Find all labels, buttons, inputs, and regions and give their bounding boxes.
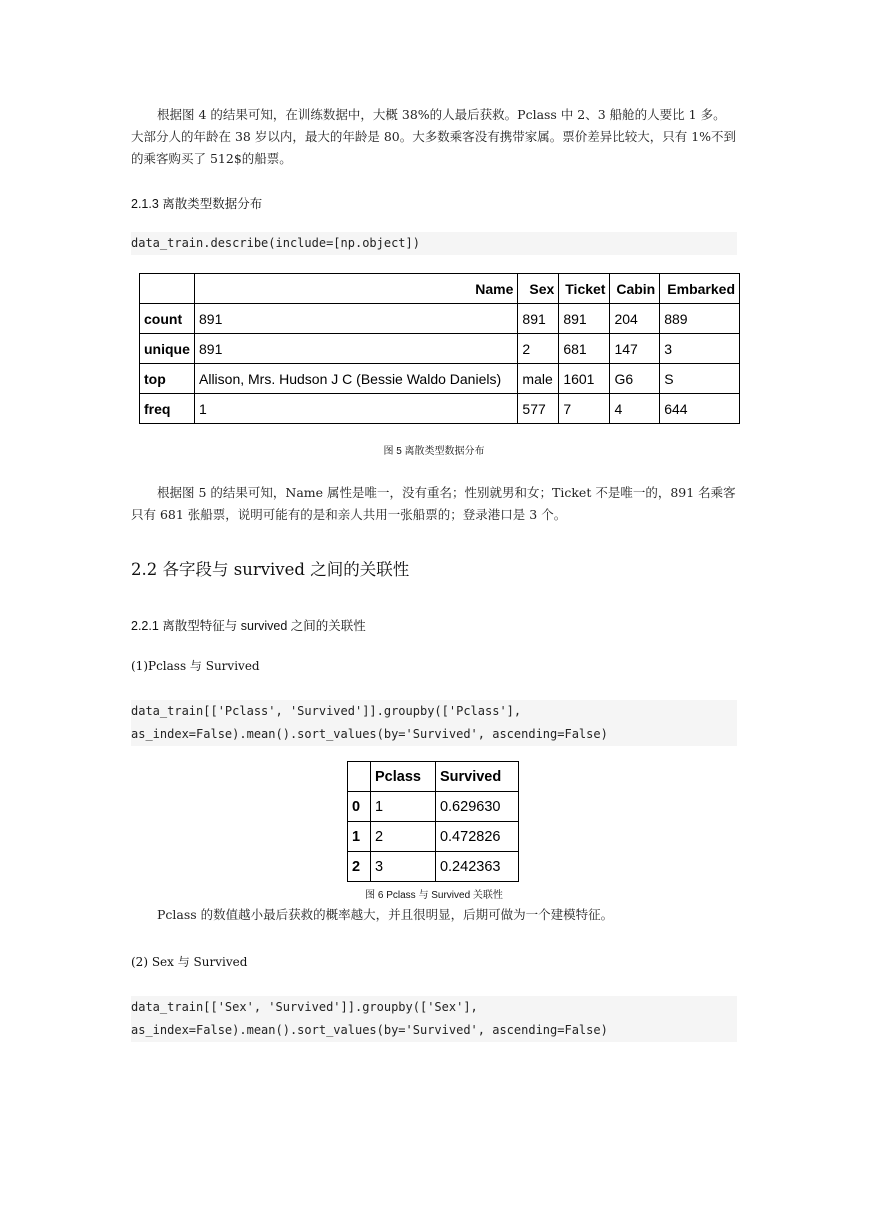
row-label-count: count: [140, 304, 195, 334]
figure-caption-5: 图 5 离散类型数据分布: [383, 446, 485, 457]
table-cell: Allison, Mrs. Hudson J C (Bessie Waldo Daniels): [195, 364, 518, 394]
code-line: data_train.describe(include=[np.object]): [131, 236, 420, 250]
table-cell: 0.242363: [435, 852, 518, 882]
table-cell: male: [518, 364, 559, 394]
table-cell: 1: [195, 394, 518, 424]
table-row: [140, 364, 740, 394]
paragraph-fig4-summary: 根据图 4 的结果可知，在训练数据中，大概 38%的人最后获救。Pclass 中 2、3 船舱的人要比 1 多。大部分人的年龄在 38 岁以内，最大的年龄是 80。大多数乘客没有携带家属。票价差异比较大，只有 1%不到的乘客购买了 512$的船票。: [131, 107, 737, 166]
column-header-ticket: Ticket: [559, 274, 610, 304]
table-cell: 2: [518, 334, 559, 364]
code-block-describe: [131, 232, 737, 255]
index-header: [140, 274, 195, 304]
figure-caption-6: 图 6 Pclass 与 Survived 关联性: [365, 890, 503, 901]
table-cell: 4: [610, 394, 660, 424]
code-block-sex-groupby: [131, 996, 737, 1042]
section-heading-2-1-3: 2.1.3 离散类型数据分布: [131, 197, 263, 211]
section-heading-2-2-1: 2.2.1 离散型特征与 survived 之间的关联性: [131, 619, 366, 633]
table-cell: 889: [660, 304, 740, 334]
table-cell: 644: [660, 394, 740, 424]
table-cell: 577: [518, 394, 559, 424]
subheading-pclass-survived: (1)Pclass 与 Survived: [131, 659, 260, 673]
table-row: [140, 334, 740, 364]
code-line: data_train[['Pclass', 'Survived']].groupby(['Pclass'],: [131, 704, 522, 718]
row-label-freq: freq: [140, 394, 195, 424]
table-header-row: [140, 274, 740, 304]
table-header-row: [348, 762, 519, 792]
table-row: [140, 304, 740, 334]
column-header-survived: Survived: [435, 762, 518, 792]
column-header-embarked: Embarked: [660, 274, 740, 304]
table-cell: 3: [371, 852, 436, 882]
table-cell: 1601: [559, 364, 610, 394]
table-cell: 891: [559, 304, 610, 334]
table-cell: 204: [610, 304, 660, 334]
column-header-cabin: Cabin: [610, 274, 660, 304]
table-cell: 1: [371, 792, 436, 822]
code-line: data_train[['Sex', 'Survived']].groupby(['Sex'],: [131, 1000, 478, 1014]
table-row: [140, 394, 740, 424]
table-cell: 2: [371, 822, 436, 852]
table-cell: 891: [518, 304, 559, 334]
table-cell: 0.629630: [435, 792, 518, 822]
code-block-pclass-groupby: [131, 700, 737, 746]
table-cell: 891: [195, 304, 518, 334]
row-index: 0: [348, 792, 371, 822]
table-row: [348, 852, 519, 882]
index-header: [348, 762, 371, 792]
row-index: 1: [348, 822, 371, 852]
describe-object-table: [139, 273, 740, 424]
table-cell: 681: [559, 334, 610, 364]
paragraph-pclass-conclusion: Pclass 的数值越小最后获救的概率越大，并且很明显，后期可做为一个建模特征。: [157, 907, 614, 922]
table-cell: 7: [559, 394, 610, 424]
table-cell: 3: [660, 334, 740, 364]
table-row: [348, 822, 519, 852]
table-cell: G6: [610, 364, 660, 394]
paragraph-fig5-summary: 根据图 5 的结果可知，Name 属性是唯一，没有重名；性别就男和女；Ticket 不是唯一的，891 名乘客只有 681 张船票，说明可能有的是和亲人共用一张船票的；登录港口是 3 个。: [131, 485, 736, 522]
row-index: 2: [348, 852, 371, 882]
column-header-pclass: Pclass: [371, 762, 436, 792]
column-header-name: Name: [195, 274, 518, 304]
section-heading-2-2: 2.2 各字段与 survived 之间的关联性: [131, 560, 410, 579]
column-header-sex: Sex: [518, 274, 559, 304]
table-cell: 891: [195, 334, 518, 364]
table-cell: 0.472826: [435, 822, 518, 852]
table-cell: 147: [610, 334, 660, 364]
table-cell: S: [660, 364, 740, 394]
code-line: as_index=False).mean().sort_values(by='Survived', ascending=False): [131, 1023, 608, 1037]
pclass-survived-table: [347, 761, 519, 882]
subheading-sex-survived: (2) Sex 与 Survived: [131, 955, 248, 969]
row-label-top: top: [140, 364, 195, 394]
table-row: [348, 792, 519, 822]
code-line: as_index=False).mean().sort_values(by='Survived', ascending=False): [131, 727, 608, 741]
row-label-unique: unique: [140, 334, 195, 364]
